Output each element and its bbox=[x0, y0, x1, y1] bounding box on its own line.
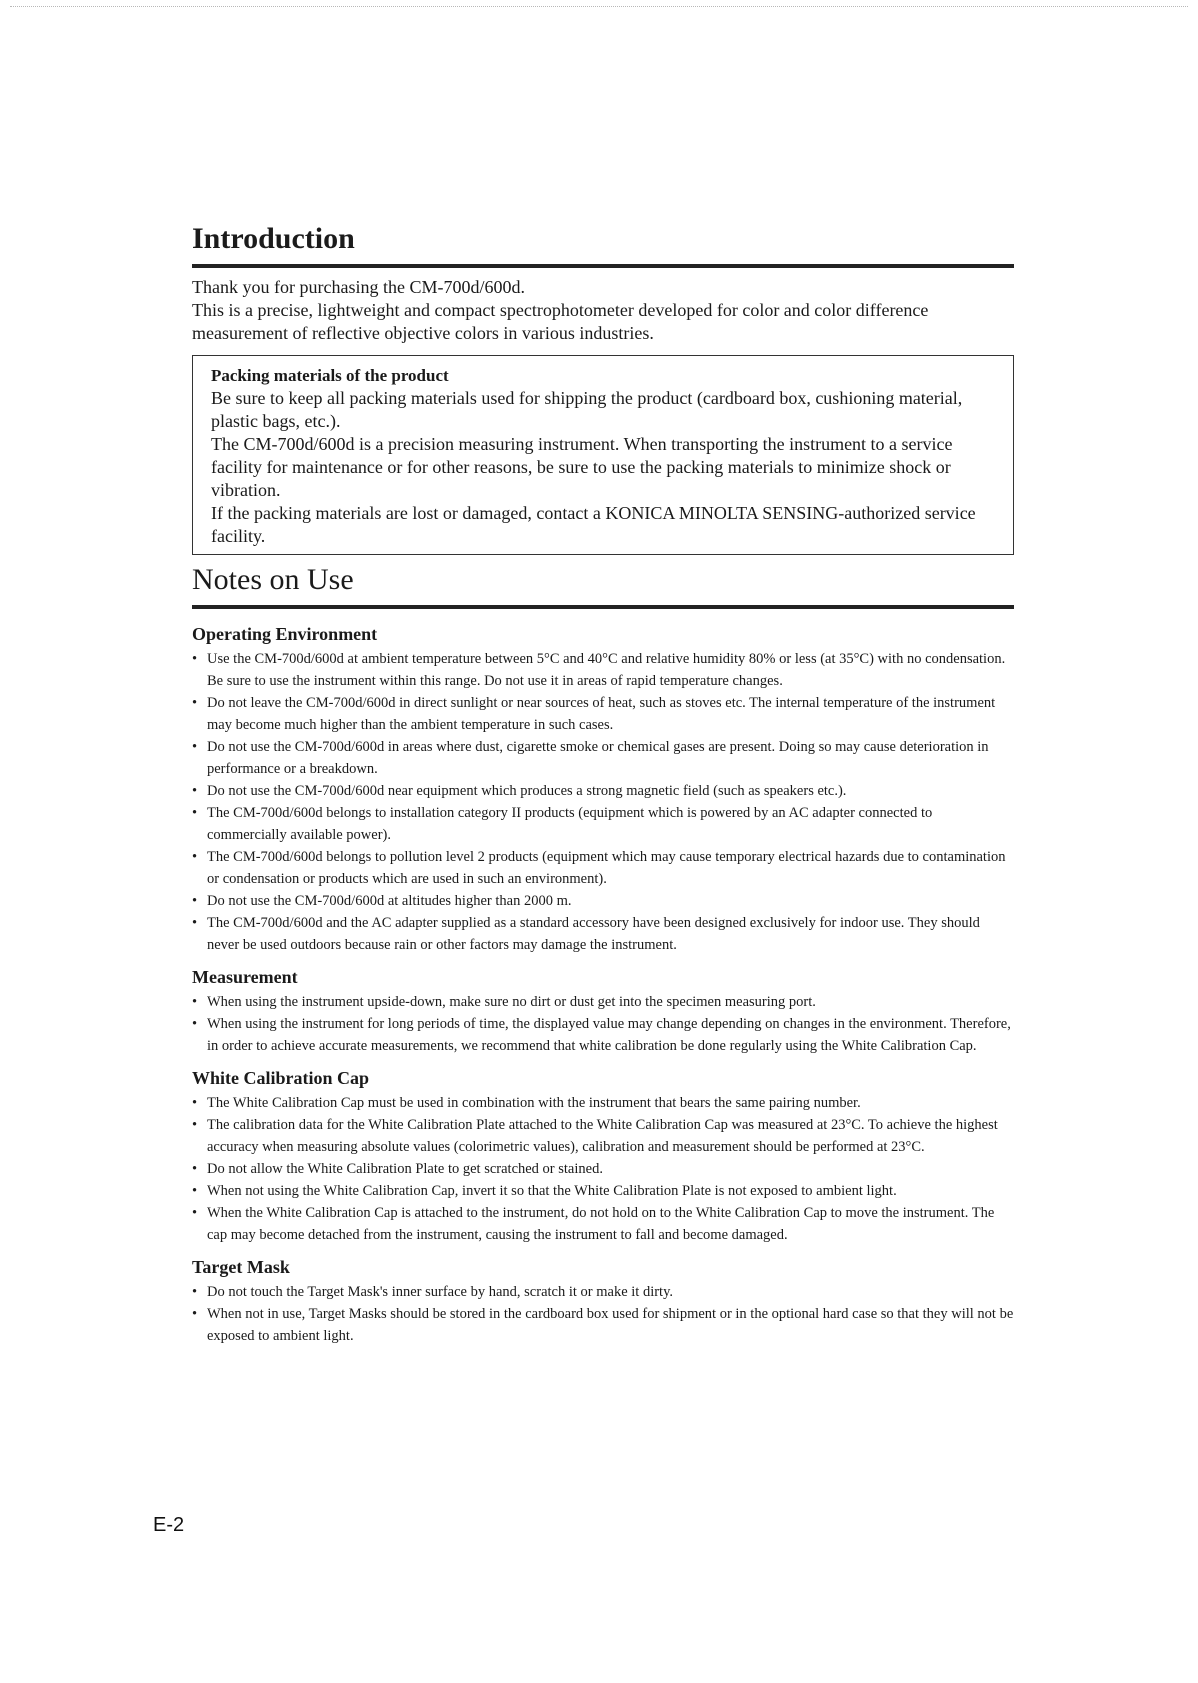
intro-paragraph: Thank you for purchasing the CM-700d/600d. bbox=[192, 277, 525, 297]
list-item: • The White Calibration Cap must be used in combination with the instrument that bears the same pairing number. bbox=[192, 1092, 1014, 1114]
title-rule bbox=[192, 264, 1014, 268]
target-mask-block bbox=[192, 1256, 1014, 1347]
introduction-title: Introduction bbox=[192, 222, 355, 255]
title-rule bbox=[192, 605, 1014, 609]
list-item: • The CM-700d/600d and the AC adapter supplied as a standard accessory have been designed exclusively for indoor use. They should never be used outdoors because rain or other factors may damage the instrument. bbox=[192, 912, 1014, 956]
introduction-text bbox=[192, 276, 1014, 345]
list-item: • The calibration data for the White Calibration Plate attached to the White Calibration Cap was measured at 23°C. To achieve the highest accuracy when measuring absolute values (colorimetric values), calibration and measurement should be performed at 23°C. bbox=[192, 1114, 1014, 1158]
measurement-block bbox=[192, 966, 1014, 1057]
list-item: • When using the instrument for long periods of time, the displayed value may change depending on changes in the environment. Therefore, in order to achieve accurate measurements, we recommend that white calibration be done regularly using the White Calibration Cap. bbox=[192, 1013, 1014, 1057]
measurement-heading: Measurement bbox=[192, 967, 298, 987]
packing-materials-title: Packing materials of the product bbox=[211, 366, 449, 385]
packing-materials-box bbox=[192, 355, 1014, 555]
packing-paragraph: Be sure to keep all packing materials used for shipping the product (cardboard box, cushioning material, plastic bags, etc.). bbox=[211, 388, 963, 431]
white-calibration-cap-block bbox=[192, 1067, 1014, 1246]
target-mask-heading: Target Mask bbox=[192, 1257, 290, 1277]
list-item: • Do not use the CM-700d/600d at altitudes higher than 2000 m. bbox=[192, 890, 1014, 912]
operating-environment-list bbox=[192, 692, 1014, 956]
list-item: • When not using the White Calibration Cap, invert it so that the White Calibration Plate is not exposed to ambient light. bbox=[192, 1180, 1014, 1202]
operating-environment-list bbox=[192, 648, 1014, 670]
operating-environment-heading: Operating Environment bbox=[192, 624, 378, 644]
list-item: • When using the instrument upside-down, make sure no dirt or dust get into the specimen measuring port. bbox=[192, 991, 1014, 1013]
list-item: • Use the CM-700d/600d at ambient temperature between 5°C and 40°C and relative humidity 80% or less (at 35°C) with no condensation. bbox=[192, 648, 1014, 670]
packing-paragraph: The CM-700d/600d is a precision measuring instrument. When transporting the instrument to a service facility for maintenance or for other reasons, be sure to use the packing materials to minimize shock or vibration. bbox=[211, 434, 953, 500]
list-item: • The CM-700d/600d belongs to installation category II products (equipment which is powered by an AC adapter connected to commercially available power). bbox=[192, 802, 1014, 846]
white-calibration-cap-list bbox=[192, 1092, 1014, 1246]
notes-title: Notes on Use bbox=[192, 563, 354, 596]
operating-environment-block bbox=[192, 623, 1014, 956]
introduction-section bbox=[192, 222, 1014, 555]
list-item-continuation: Be sure to use the instrument within this range. Do not use it in areas of rapid temperature changes. bbox=[207, 673, 783, 689]
notes-section bbox=[192, 563, 1014, 1347]
list-item: • Do not leave the CM-700d/600d in direct sunlight or near sources of heat, such as stoves etc. The internal temperature of the instrument may become much higher than the ambient temperature in such cases. bbox=[192, 692, 1014, 736]
list-item: • Do not touch the Target Mask's inner surface by hand, scratch it or make it dirty. bbox=[192, 1281, 1014, 1303]
list-item: • Do not use the CM-700d/600d in areas where dust, cigarette smoke or chemical gases are present. Doing so may cause deterioration in performance or a breakdown. bbox=[192, 736, 1014, 780]
scan-edge-line bbox=[10, 6, 1188, 7]
list-item: • The CM-700d/600d belongs to pollution level 2 products (equipment which may cause temporary electrical hazards due to contamination or condensation or products which are used in such an environment). bbox=[192, 846, 1014, 890]
page-number: E-2 bbox=[153, 1514, 185, 1536]
packing-paragraph: If the packing materials are lost or damaged, contact a KONICA MINOLTA SENSING-authorized service facility. bbox=[211, 503, 976, 546]
measurement-list bbox=[192, 991, 1014, 1057]
white-calibration-cap-heading: White Calibration Cap bbox=[192, 1068, 370, 1088]
list-item: • When the White Calibration Cap is attached to the instrument, do not hold on to the White Calibration Cap to move the instrument. The cap may become detached from the instrument, causing the instrument to fall and become damaged. bbox=[192, 1202, 1014, 1246]
list-item: • Do not allow the White Calibration Plate to get scratched or stained. bbox=[192, 1158, 1014, 1180]
intro-paragraph: This is a precise, lightweight and compact spectrophotometer developed for color and color difference measurement of reflective objective colors in various industries. bbox=[192, 300, 929, 343]
list-item: • When not in use, Target Masks should be stored in the cardboard box used for shipment or in the optional hard case so that they will not be exposed to ambient light. bbox=[192, 1303, 1014, 1347]
target-mask-list bbox=[192, 1281, 1014, 1347]
list-item: • Do not use the CM-700d/600d near equipment which produces a strong magnetic field (such as speakers etc.). bbox=[192, 780, 1014, 802]
